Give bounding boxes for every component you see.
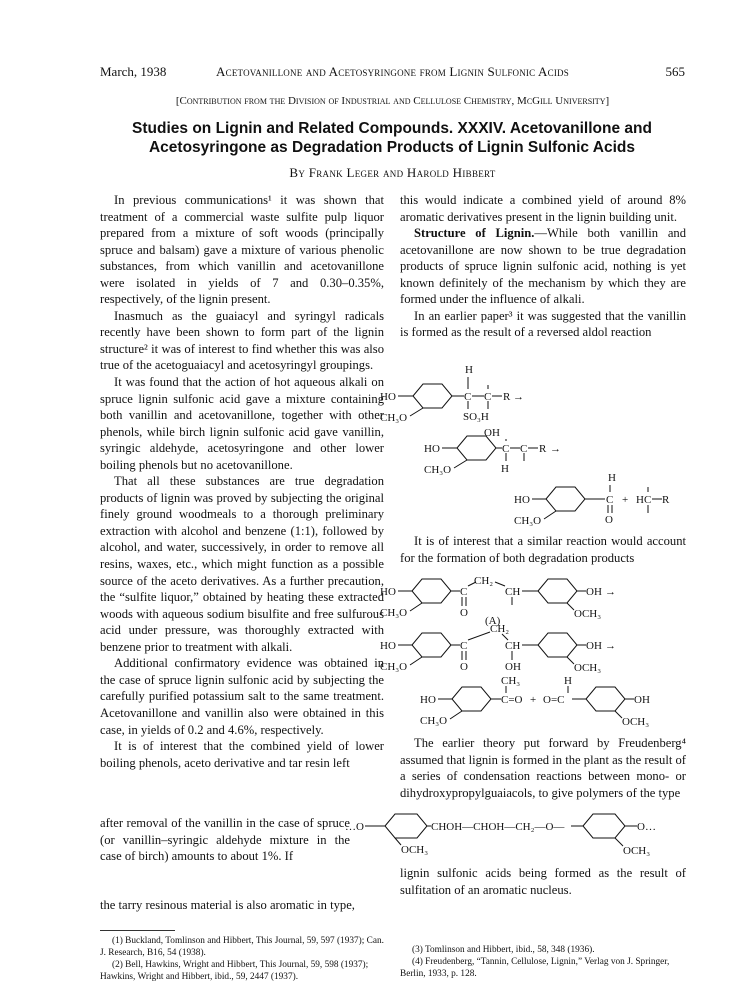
chem-label: H bbox=[564, 675, 572, 687]
chem-label: H bbox=[608, 472, 616, 484]
chem-label: OH bbox=[484, 427, 500, 439]
chem-label: CH₃ bbox=[501, 675, 521, 687]
benzene-ring bbox=[546, 487, 585, 511]
running-header bbox=[100, 64, 685, 86]
polymer-structure bbox=[345, 810, 695, 860]
chem-label: O bbox=[460, 661, 468, 673]
author-line: By Frank Leger and Harold Hibbert bbox=[289, 165, 496, 180]
chem-label: HO bbox=[424, 443, 440, 455]
chem-label: O=C bbox=[543, 694, 565, 706]
chem-label: C bbox=[606, 494, 614, 506]
benzene-ring bbox=[385, 814, 427, 838]
chem-label: HO bbox=[380, 586, 396, 598]
paragraph: In an earlier paper³ it was suggested that the vanillin is formed as the result of a reversed aldol reaction bbox=[400, 308, 686, 340]
chem-label: CH₃O bbox=[420, 715, 448, 727]
section-heading: Structure of Lignin. bbox=[414, 226, 535, 241]
chem-label: CH₃O bbox=[424, 464, 452, 476]
chem-label: + bbox=[622, 494, 629, 506]
chem-label: O… bbox=[637, 821, 656, 833]
chem-label: OH bbox=[586, 640, 602, 652]
chem-label: OCH₃ bbox=[574, 662, 602, 674]
chem-label: CH₂ bbox=[490, 623, 510, 635]
footnotes-left bbox=[100, 935, 386, 983]
bond bbox=[450, 711, 462, 719]
benzene-ring bbox=[457, 436, 496, 460]
benzene-ring bbox=[538, 633, 577, 657]
paragraph: In previous communications¹ it was shown that treatment of a commercial waste sulfite pulp liquor prepared from a mixture of soft woods (principally spruce and balsam) gave a mixture of various phenolic substances, from which vanillin and acetovanillone were isolated in yields of 7 and 0.30–0.35%, respectively, of the lignin present. bbox=[100, 193, 384, 307]
chem-label: HO bbox=[380, 640, 396, 652]
aceto-scheme bbox=[380, 572, 700, 732]
chem-label: O bbox=[605, 514, 613, 526]
benzene-ring bbox=[452, 687, 491, 711]
footnote-3: (3) Tomlinson and Hibbert, ibid., 58, 348 (1936). bbox=[412, 945, 595, 955]
chem-label: C bbox=[502, 443, 510, 455]
reaction-arrow: → bbox=[605, 640, 616, 652]
chem-label: + bbox=[530, 694, 537, 706]
right-column-lower bbox=[400, 735, 686, 801]
footnote-1: (1) Buckland, Tomlinson and Hibbert, This Journal, 59, 597 (1937); Can. J. Research, B16, 54 (1938). bbox=[100, 936, 384, 958]
right-column-mid bbox=[400, 533, 686, 566]
page-number: 565 bbox=[665, 64, 685, 79]
benzene-ring bbox=[413, 384, 452, 408]
paragraph: Structure of Lignin.—While both vanillin and acetovanillone are now shown to be true degradation products of spruce lignin sulfonic acid, nothing is yet known definitely of the mechanism by which they are formed under the influence of alkali. bbox=[400, 226, 686, 307]
paragraph: lignin sulfonic acids being formed as the result of sulfitation of an aromatic nucleus. bbox=[400, 866, 686, 897]
left-column bbox=[100, 192, 384, 771]
bond bbox=[495, 582, 505, 586]
left-column-last-line: the tarry resinous material is also aromatic in type, bbox=[100, 898, 355, 912]
chem-label: OH bbox=[634, 694, 650, 706]
paragraph-continuation: after removal of the vanillin in the case of spruce (or vanillin–syringic aldehyde mixture in the case of birch) amounts to about 1%. If bbox=[100, 816, 350, 864]
paragraph: Additional confirmatory evidence was obtained in the case of spruce lignin sulfonic acid by subjecting the carefully purified potassium salt to the same treatment. Acetovanillone and vanillin also were obtained in this case, in yields of 0.2 and 4.6%, respectively. bbox=[100, 656, 384, 737]
reaction-arrow: → bbox=[513, 391, 524, 403]
chem-label: CHOH—CHOH—CH₂—O— bbox=[431, 821, 565, 833]
bond bbox=[615, 838, 623, 846]
chem-label: C bbox=[464, 391, 472, 403]
benzene-ring bbox=[412, 633, 451, 657]
chem-label: H bbox=[501, 463, 509, 475]
benzene-ring bbox=[538, 579, 577, 603]
chem-label: C bbox=[644, 494, 652, 506]
chem-label: CH₃O bbox=[514, 515, 542, 527]
reaction-arrow: → bbox=[605, 586, 616, 598]
paragraph: The earlier theory put forward by Freudenberg⁴ assumed that lignin is formed in the plant as the result of a series of condensation reactions between mono- or dihydroxypropylguaiacols, to give polymers of the type bbox=[400, 736, 686, 800]
chem-label: H bbox=[636, 494, 644, 506]
footnote-4: (4) Freudenberg, “Tannin, Cellulose, Lignin,” Verlag von J. Springer, Berlin, 1933, p. 128. bbox=[400, 957, 670, 979]
reaction-arrow: → bbox=[550, 443, 561, 455]
header-date: March, 1938 bbox=[100, 64, 167, 79]
chem-label: SO₃H bbox=[463, 411, 489, 423]
aldol-scheme bbox=[380, 363, 700, 527]
paragraph: That all these substances are true degradation products of lignin was proved by subjecting the original finely ground woodmeals to a thorough preliminary extraction with alcohol and benzene (1:1), followed by alcohol, and water, successively, in order to remove all resins, waxes, etc., which might function as a possible source of the aceto derivatives. As a further precaution, the “sulfite liquor,” obtained by heating these extracted woods with aqueous sodium bisulfite and free sulfurous acid under pressure, was thoroughly extracted with benzene prior to treatment with alkali. bbox=[100, 474, 384, 654]
benzene-ring bbox=[586, 687, 625, 711]
chem-label: C bbox=[460, 640, 468, 652]
bond bbox=[410, 603, 422, 611]
chem-label: OCH₃ bbox=[622, 716, 650, 728]
footnote-2: (2) Bell, Hawkins, Wright and Hibbert, This Journal, 59, 598 (1937); Hawkins, Wright and Hibbert, ibid., 59, 2447 (1937). bbox=[100, 960, 369, 982]
running-title: Acetovanillone and Acetosyringone from Lignin Sulfonic Acids bbox=[216, 64, 569, 79]
chem-label: OH bbox=[586, 586, 602, 598]
chem-label: CH bbox=[505, 586, 521, 598]
chem-label: …O bbox=[345, 821, 364, 833]
bond bbox=[410, 657, 422, 665]
chem-label: CH₂ bbox=[474, 575, 494, 587]
chem-label: C bbox=[520, 443, 528, 455]
bond bbox=[468, 632, 490, 640]
chem-label: C bbox=[460, 586, 468, 598]
paragraph: It is of interest that a similar reaction would account for the formation of both degradation products bbox=[400, 534, 686, 565]
benzene-ring bbox=[583, 814, 625, 838]
chem-label: OCH₃ bbox=[623, 845, 651, 857]
benzene-ring bbox=[412, 579, 451, 603]
chem-label: OCH₃ bbox=[401, 844, 429, 856]
chem-label: OCH₃ bbox=[574, 608, 602, 620]
chem-label: R bbox=[662, 494, 670, 506]
paragraph: It was found that the action of hot aqueous alkali on spruce lignin sulfonic acid gave a mixture containing both vanillin and acetovanillone, together with other phenols, while birch lignin sulfonic acid gave vanillin, syringic aldehyde, acetosyringone and other lower boiling phenols but no acetovanillone. bbox=[100, 375, 384, 472]
bond bbox=[454, 460, 467, 468]
bond bbox=[567, 603, 574, 610]
bond bbox=[544, 511, 556, 519]
chem-label: C=O bbox=[501, 694, 523, 706]
chem-label: HO bbox=[420, 694, 436, 706]
bond bbox=[567, 657, 574, 664]
chem-label: CH₃O bbox=[380, 412, 408, 424]
chem-label: HO bbox=[380, 391, 396, 403]
left-column-continuation bbox=[100, 815, 350, 865]
chem-label: HO bbox=[514, 494, 530, 506]
chem-label: O bbox=[460, 607, 468, 619]
chem-label: C bbox=[484, 391, 492, 403]
footnotes-right bbox=[400, 944, 686, 980]
right-column-end bbox=[400, 865, 686, 898]
structure-label: (A) bbox=[485, 615, 501, 627]
bond bbox=[410, 408, 423, 416]
chem-label: OH bbox=[505, 661, 521, 673]
article-title bbox=[96, 119, 688, 157]
chem-label: H bbox=[465, 364, 473, 376]
chem-label: CH₃O bbox=[380, 607, 408, 619]
right-column bbox=[400, 192, 686, 341]
chem-label: CH bbox=[505, 640, 521, 652]
chem-label: CH₃O bbox=[380, 661, 408, 673]
chem-label: R bbox=[503, 391, 511, 403]
paragraph: this would indicate a combined yield of around 8% aromatic derivatives present in the lignin building unit. bbox=[400, 193, 686, 224]
paragraph: Inasmuch as the guaiacyl and syringyl radicals recently have been shown to form part of the lignin structure² it was of interest to find whether this was also true of the acetoguaiacyl and acetosyringyl groupings. bbox=[100, 308, 384, 373]
chem-label: R bbox=[539, 443, 547, 455]
bond bbox=[615, 711, 622, 718]
title-line-1: Studies on Lignin and Related Compounds. XXXIV. Acetovanillone and bbox=[132, 120, 652, 137]
paragraph: It is of interest that the combined yield of lower boiling phenols, aceto derivative and tar resin left bbox=[100, 739, 384, 770]
footnote-rule bbox=[100, 930, 175, 931]
title-line-2: Acetosyringone as Degradation Products of Lignin Sulfonic Acids bbox=[148, 139, 635, 156]
contribution-line: [Contribution from the Division of Industrial and Cellulose Chemistry, McGill University] bbox=[175, 95, 610, 107]
